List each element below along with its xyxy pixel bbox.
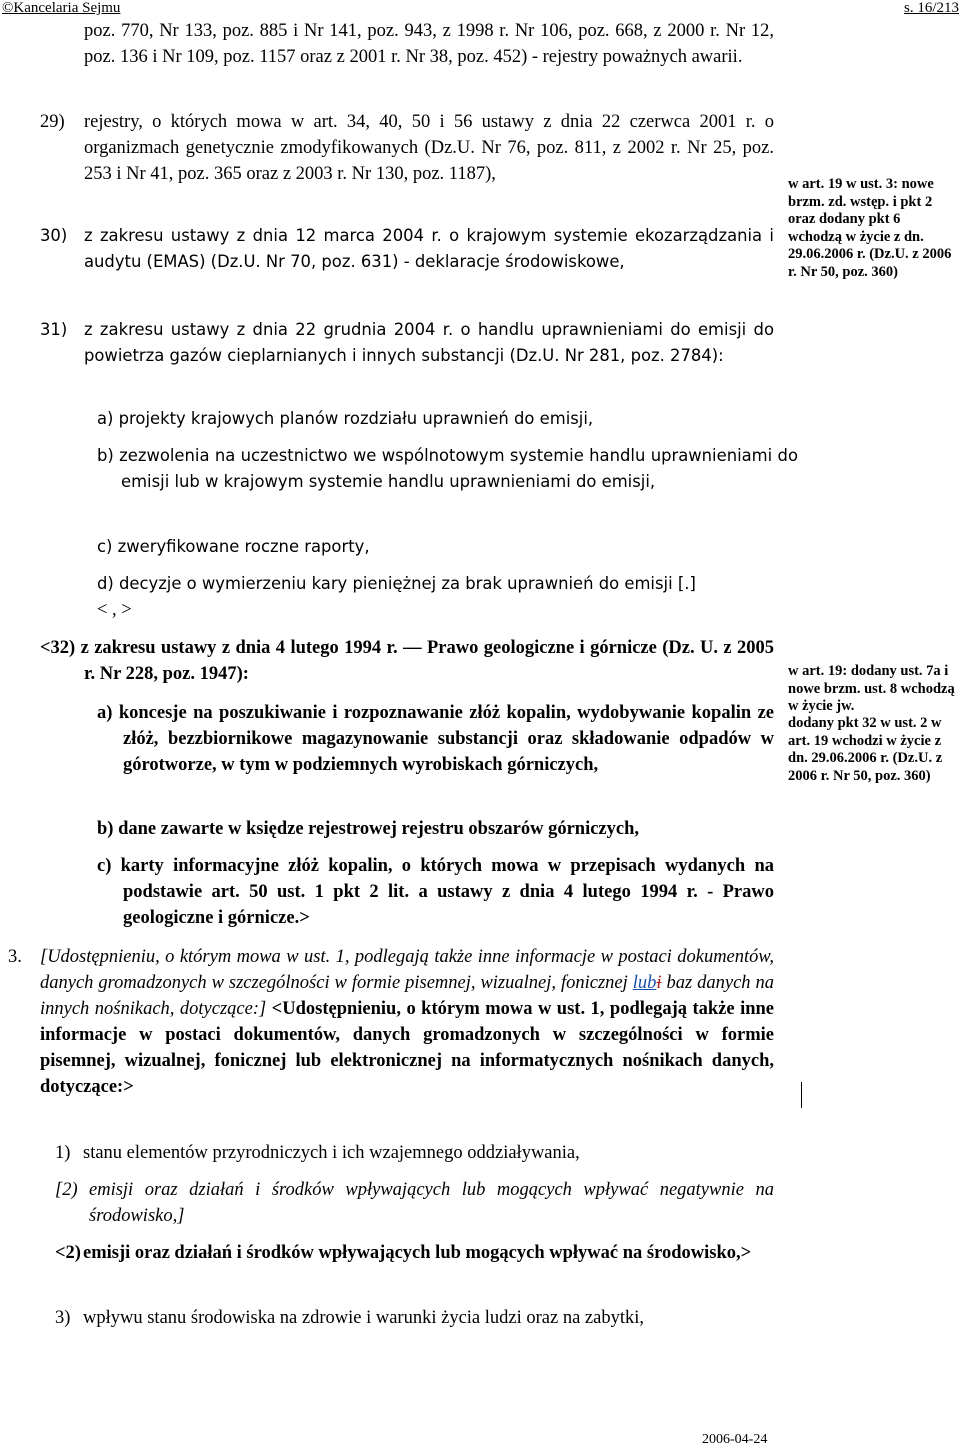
item-31-text: z zakresu ustawy z dnia 22 grudnia 2004 r. o handlu uprawnieniami do emisji do powietrza gazów cieplarnianych i innych substancji (Dz.U. Nr 281, poz. 2784): — [84, 320, 774, 365]
ust-3-old-text: [Udostępnieniu, o którym mowa w ust. 1, podlegają także inne informacje w postaci dokumentów, danych gromadzonych w szczególności w formie pisemnej, wizualnej, fonicznej — [40, 947, 774, 993]
item-31-c: c) zweryfikowane roczne raporty, — [97, 537, 370, 556]
item-32-b: b) dane zawarte w księdze rejestrowej rejestru obszarów górniczych, — [97, 819, 640, 839]
ust-3-point-2-old-label: [2) — [55, 1180, 78, 1200]
item-31-d: d) decyzje o wymierzeniu kary pieniężnej za brak uprawnień do emisji [.] — [97, 574, 696, 593]
change-bar — [801, 1082, 802, 1108]
margin-note-pkt-32: dodany pkt 32 w ust. 2 w art. 19 wchodzi w życie z dn. 29.06.2006 r. (Dz.U. z 2006 r. Nr 50, poz. 360) — [788, 715, 943, 784]
header-publisher-link[interactable]: ©Kancelaria Sejmu — [2, 0, 121, 16]
header-publisher — [2, 0, 120, 16]
item-30-text: z zakresu ustawy z dnia 12 marca 2004 r. o krajowym systemie ekozarządzania i audytu (EMAS) (Dz.U. Nr 70, poz. 631) - deklaracje środowiskowe, — [84, 226, 774, 271]
ust-3-link-lub[interactable]: lub — [632, 973, 657, 993]
ust-3-new-text: <Udostępnieniu, o którym mowa w ust. 1, podlegają także inne informacje w postaci dokumentów, danych gromadzonych w szczególności w formie pisemnej, wizualnej, fonicznej lub elektronicznej na informatycznych nośnikach danych, dotyczące:> — [40, 999, 774, 1097]
ust-3-point-3-label: 3) — [55, 1308, 71, 1328]
ust-3-point-2-new-text: emisji oraz działań i środków wpływających lub mogących wpływać na środowisko,> — [83, 1243, 752, 1263]
ust-3-text — [40, 944, 774, 1100]
ust-3-point-2-new-label: <2) — [55, 1243, 81, 1263]
item-31-a: a) projekty krajowych planów rozdziału uprawnień do emisji, — [97, 409, 594, 428]
item-30-label: 30) — [40, 226, 68, 245]
ust-3-point-1-label: 1) — [55, 1143, 71, 1163]
item-32: <32) z zakresu ustawy z dnia 4 lutego 1994 r. — Prawo geologiczne i górnicze (Dz. U. z 2005 r. Nr 228, poz. 1947): — [40, 638, 774, 684]
item-32-a: a) koncesje na poszukiwanie i rozpoznawanie złóż kopalin, wydobywanie kopalin ze złóż, bezzbiornikowe magazynowanie substancji oraz składowanie odpadów w górotworze, w tym w podziemnych wyrobiskach górniczych, — [97, 703, 774, 775]
ust-3-old-text-end: baz danych na innych nośnikach, dotyczące:] — [40, 973, 774, 1019]
ust-3-point-1-text: stanu elementów przyrodniczych i ich wzajemnego oddziaływania, — [83, 1143, 580, 1163]
ust-3-point-2-old-text: emisji oraz działań i środków wpływających lub mogących wpływać negatywnie na środowisko,] — [89, 1180, 774, 1226]
ust-3-struck: i — [656, 973, 662, 993]
ust-3-label: 3. — [8, 947, 22, 967]
margin-note-ust-7a: w art. 19: dodany ust. 7a i nowe brzm. ust. 8 wchodzą w życie jw. — [788, 663, 955, 714]
item-28-continuation: poz. 770, Nr 133, poz. 885 i Nr 141, poz. 943, z 1998 r. Nr 106, poz. 668, z 2000 r. Nr 12, poz. 136 i Nr 109, poz. 1157 oraz z 2001 r. Nr 38, poz. 452) - rejestry poważnych awarii. — [84, 21, 774, 67]
item-32-c: c) karty informacyjne złóż kopalin, o których mowa w przepisach wydanych na podstawie art. 50 ust. 1 pkt 2 lit. a ustawy z dnia 4 lutego 1994 r. - Prawo geologiczne i górnicze.> — [97, 856, 774, 928]
item-31-b: b) zezwolenia na uczestnictwo we wspólnotowym systemie handlu uprawnieniami do emisji lub w krajowym systemie handlu uprawnieniami do emisji, — [97, 446, 798, 491]
page-number — [904, 0, 959, 16]
item-31-d-marks: < , > — [97, 600, 132, 620]
margin-note-ust-3: w art. 19 w ust. 3: nowe brzm. zd. wstęp. i pkt 2 oraz dodany pkt 6 wchodzą w życie z dn. 29.06.2006 r. (Dz.U. z 2006 r. Nr 50, poz. 360) — [788, 176, 952, 280]
item-29-text: rejestry, o których mowa w art. 34, 40, 50 i 56 ustawy z dnia 22 czerwca 2001 r. o organizmach genetycznie zmodyfikowanych (Dz.U. Nr 76, poz. 811, z 2002 r. Nr 25, poz. 253 i Nr 41, poz. 365 oraz z 2003 r. Nr 130, poz. 1187), — [84, 112, 774, 184]
footer-date: 2006-04-24 — [702, 1432, 768, 1447]
item-31-label: 31) — [40, 320, 68, 339]
page-number-link[interactable]: s. 16/213 — [904, 0, 960, 16]
item-29-label: 29) — [40, 112, 65, 132]
ust-3-point-3-text: wpływu stanu środowiska na zdrowie i warunki życia ludzi oraz na zabytki, — [83, 1308, 644, 1328]
